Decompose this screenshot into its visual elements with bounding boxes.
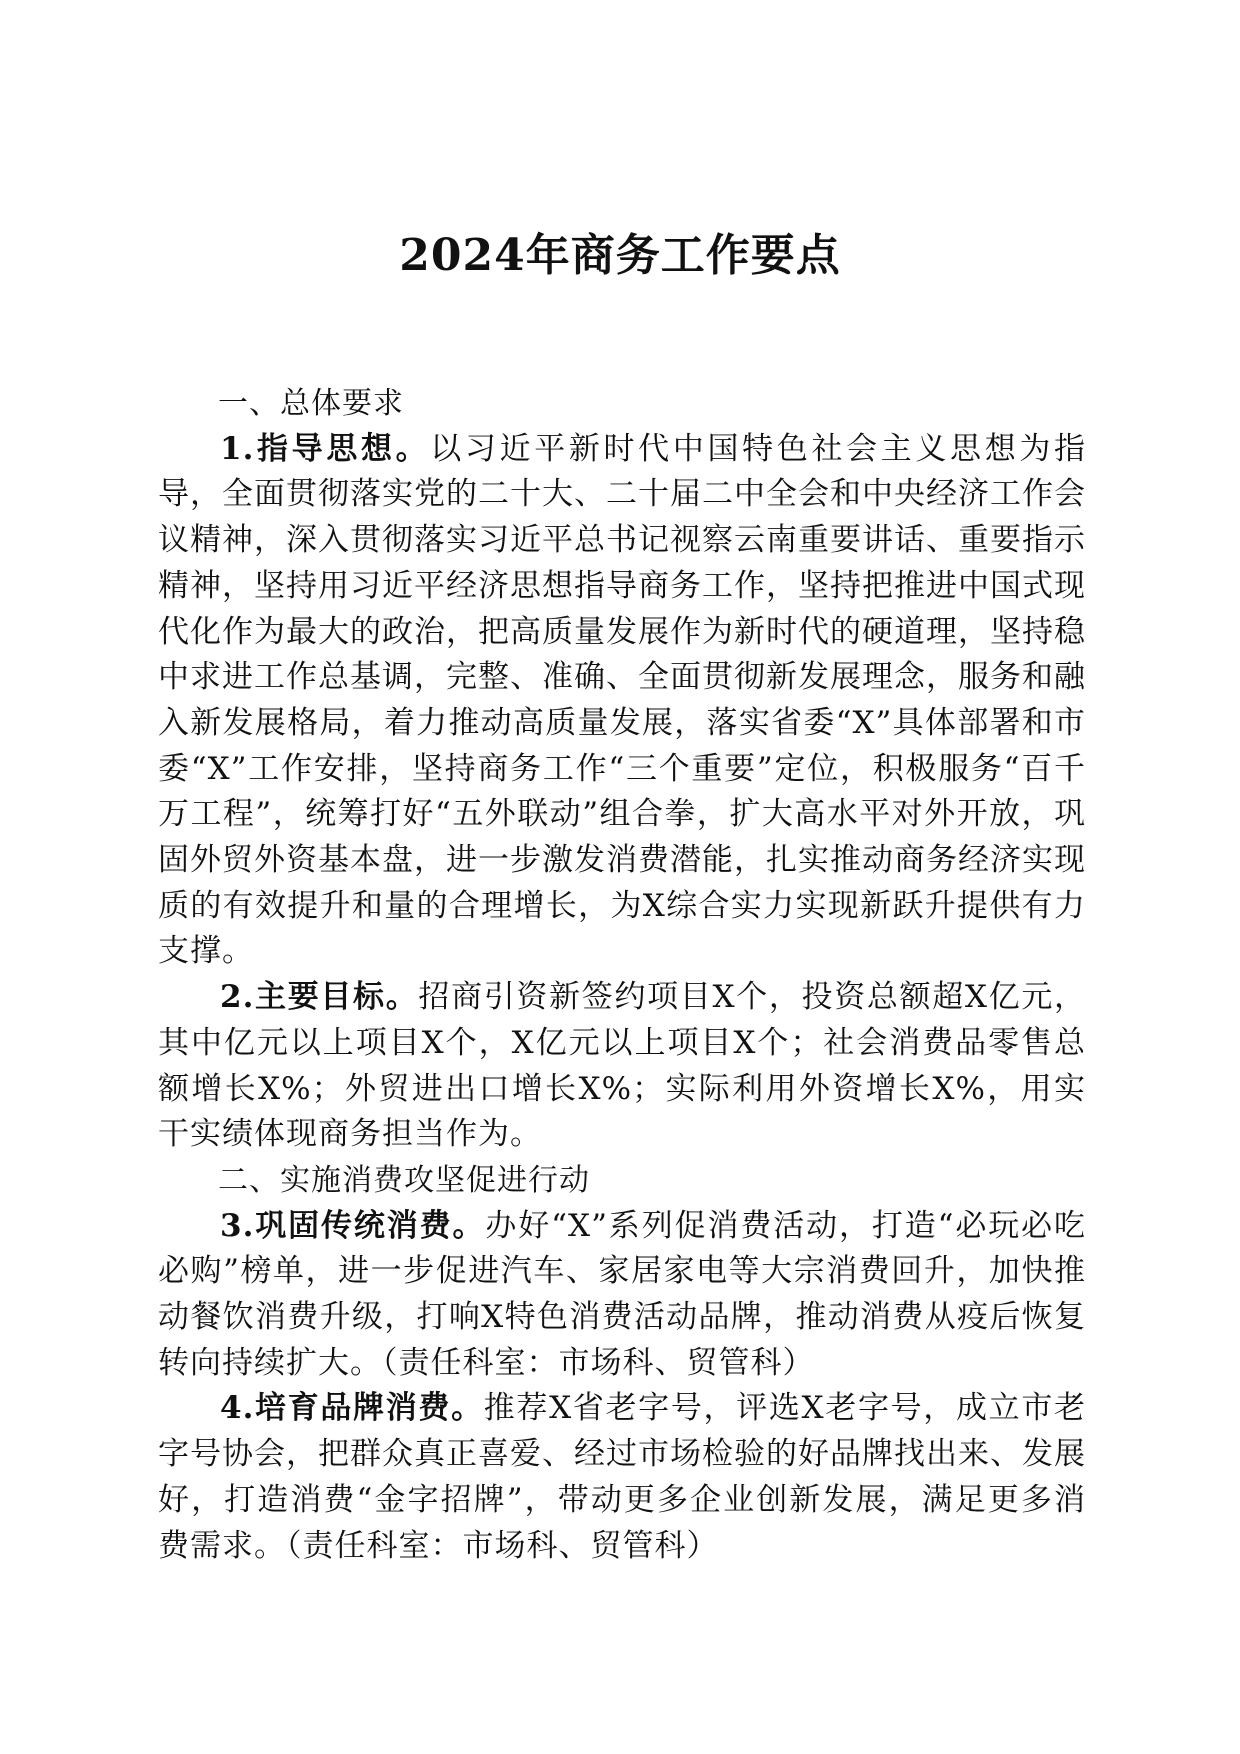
- item-body-brand-consumption: 推荐X省老字号，评选X老字号，成立市老字号协会，把群众真正喜爱、经过市场检验的好品牌找出来、发展好，打造消费“金字招牌”，带动更多企业创新发展，满足更多消费需求。（责任科室：市场科、贸管科）: [158, 1390, 1086, 1564]
- paragraph-traditional-consumption: [158, 1204, 1086, 1387]
- item-heading-traditional-consumption: 3.巩固传统消费。: [220, 1207, 486, 1244]
- paragraph-guiding-ideology: [158, 427, 1086, 975]
- document-title: 2024年商务工作要点: [399, 230, 841, 281]
- item-heading-main-targets: 2.主要目标。: [220, 979, 419, 1016]
- item-body-guiding-ideology: 以习近平新时代中国特色社会主义思想为指导，全面贯彻落实党的二十大、二十届二中全会和中央经济工作会议精神，深入贯彻落实习近平总书记视察云南重要讲话、重要指示精神，坚持用习近平经济思想指导商务工作，坚持把推进中国式现代化作为最大的政治，把高质量发展作为新时代的硬道理，坚持稳中求进工作总基调，完整、准确、全面贯彻新发展理念，服务和融入新发展格局，着力推动高质量发展，落实省委“X”具体部署和市委“X”工作安排，坚持商务工作“三个重要”定位，积极服务“百千万工程”，统筹打好“五外联动”组合拳，扩大高水平对外开放，巩固外贸外资基本盘，进一步激发消费潜能，扎实推动商务经济实现质的有效提升和量的合理增长，为X综合实力实现新跃升提供有力支撑。: [158, 430, 1086, 970]
- item-body-traditional-consumption: 办好“X”系列促消费活动，打造“必玩必吃必购”榜单，进一步促进汽车、家居家电等大宗消费回升，加快推动餐饮消费升级，打响X特色消费活动品牌，推动消费从疫后恢复转向持续扩大。（责任科室：市场科、贸管科）: [158, 1207, 1086, 1381]
- item-heading-brand-consumption: 4.培育品牌消费。: [220, 1390, 484, 1427]
- item-body-main-targets: 招商引资新签约项目X个，投资总额超X亿元，其中亿元以上项目X个，X亿元以上项目X个；社会消费品零售总额增长X%；外贸进出口增长X%；实际利用外资增长X%，用实干实绩体现商务担当作为。: [158, 979, 1086, 1153]
- section-heading-consumption-action: 二、实施消费攻坚促进行动: [218, 1162, 590, 1198]
- paragraph-brand-consumption: [158, 1386, 1086, 1569]
- paragraph-main-targets: [158, 975, 1086, 1158]
- document-body: [158, 381, 1086, 1569]
- section-heading-overall-requirements: 一、总体要求: [218, 386, 404, 421]
- item-heading-guiding-ideology: 1.指导思想。: [220, 430, 431, 467]
